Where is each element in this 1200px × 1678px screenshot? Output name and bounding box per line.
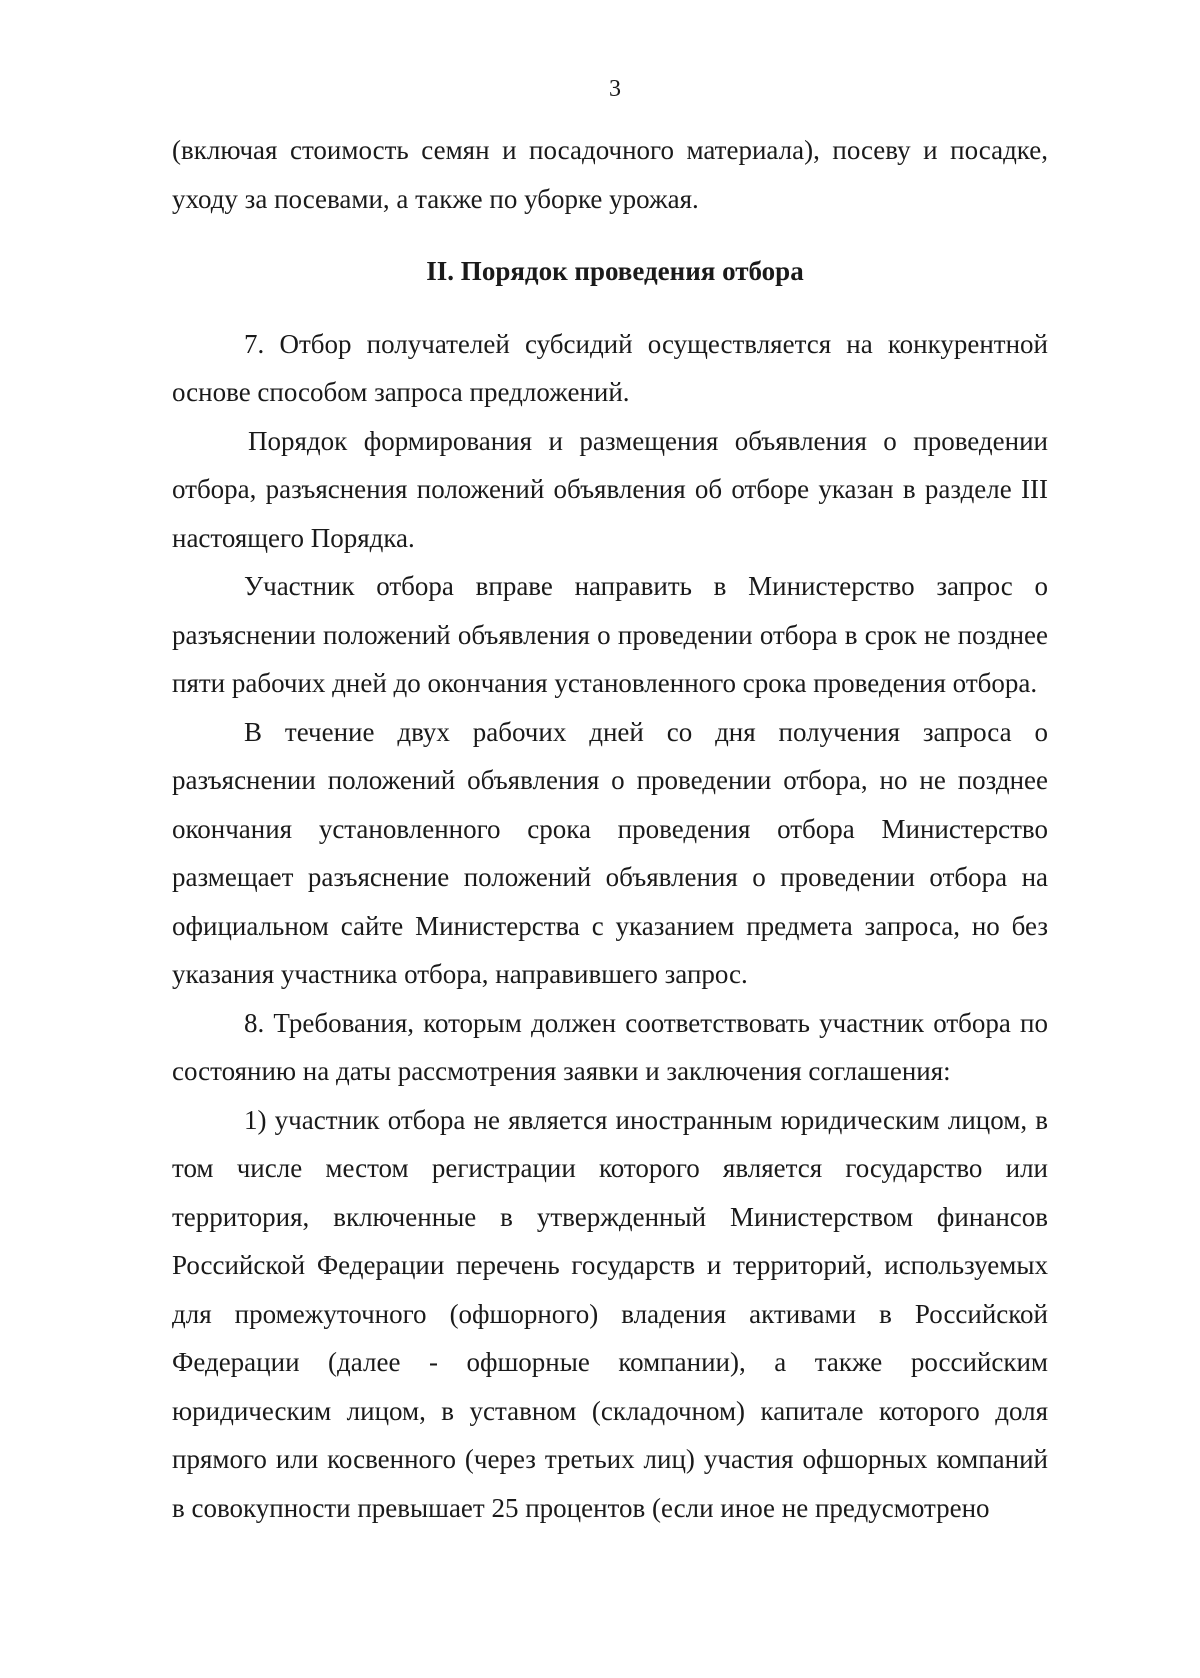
paragraph-7: 7. Отбор получателей субсидий осуществляется на конкурентной основе способом запроса предложений.	[172, 328, 1048, 407]
document-body	[172, 126, 1048, 1532]
paragraph-requirement-1: 1) участник отбора не является иностранным юридическим лицом, в том числе местом регистрации которого является государство или территория, включенные в утвержденный Министерством финансов Российской Федерации перечень государств и территорий, используемых для промежуточного (офшорного) владения активами в Российской Федерации (далее - офшорные компании), а также российским юридическим лицом, в уставном (складочном) капитале которого доля прямого или косвенного (через третьих лиц) участия офшорных компаний в совокупности превышает 25 процентов (если иное не предусмотрено	[172, 1104, 1048, 1523]
paragraph-clarification: В течение двух рабочих дней со дня получения запроса о разъяснении положений объявления о проведении отбора, но не позднее окончания установленного срока проведения отбора Министерство размещает разъяснение положений объявления о проведении отбора на официальном сайте Министерства с указанием предмета запроса, но без указания участника отбора, направившего запрос.	[172, 716, 1048, 989]
section-heading: II. Порядок проведения отбора	[426, 256, 804, 286]
paragraph-announcement-order: Порядок формирования и размещения объявления о проведении отбора, разъяснения положений объявления об отборе указан в разделе III настоящего Порядка.	[172, 425, 1048, 553]
page-number: 3	[609, 76, 621, 102]
paragraph-continuation: (включая стоимость семян и посадочного материала), посеву и посадке, уходу за посевами, а также по уборке урожая.	[172, 135, 1048, 214]
paragraph-participant-request: Участник отбора вправе направить в Министерство запрос о разъяснении положений объявления о проведении отбора в срок не позднее пяти рабочих дней до окончания установленного срока проведения отбора.	[172, 571, 1048, 698]
paragraph-8-requirements: 8. Требования, которым должен соответствовать участник отбора по состоянию на даты рассмотрения заявки и заключения соглашения:	[172, 1007, 1048, 1086]
